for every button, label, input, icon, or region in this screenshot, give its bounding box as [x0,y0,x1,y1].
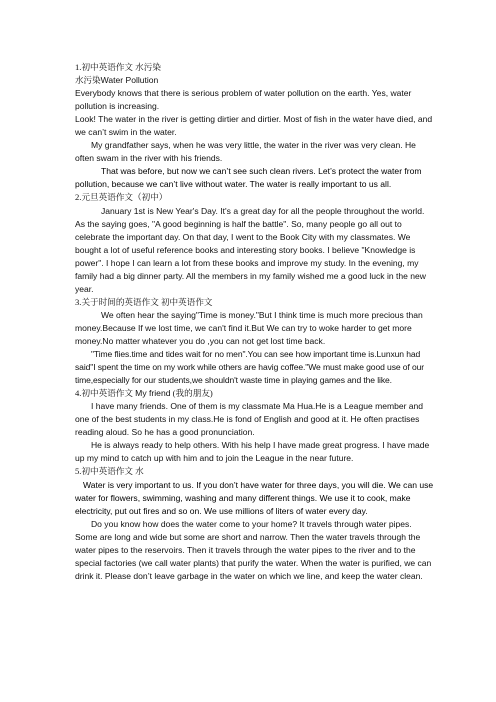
section-my-friend [75,387,436,465]
paragraph: Everybody knows that there is serious problem of water pollution on the earth. Yes, water pollution is increasing. [75,88,412,112]
paragraph: Look! The water in the river is getting dirtier and dirtier. Most of fish in the water have died, and we can’t swim in the water. [75,114,433,138]
paragraph: Water is very important to us. If you don’t have water for three days, you will die. We can use water for flowers, swimming, washing and many different things. We use it to cook, make electricity, put out fires and so on. We use millions of liters of water every day. [75,479,434,516]
section-heading: 3.关于时间的英语作文 初中英语作文 [75,296,213,307]
heading-cn: 4.初中英语作文 [75,388,134,399]
section-time [75,296,436,387]
paragraph: My grandfather says, when he was very little, the water in the river was very clean. He often swam in the river with his friends. [75,140,416,164]
section-new-years-day [75,191,436,295]
paragraph: Do you know how does the water come to your home? It travels through water pipes. Some are long and wide but some are short and narrow. Then the water travels through the water pipes to the reservoirs. Then it travels through the water pipes to the river and to the special factories (we call water plants) that purify the water. When the water is purified, we can drink it. Please don’t leave garbage in the water on which we line, and keep the water clean. [75,518,432,581]
paragraph: January 1st is New Year's Day. It's a great day for all the people throughout the world. As the saying goes, "A good beginning is half the battle". So, many people go all out to celebrate the important day. On that day, I went to the Book City with my classmates. We bought a lot of useful reference books and interesting story books. I believe "Knowledge is power". I hope I can learn a lot from these books and improve my study. In the evening, my family had a big dinner party. All the members in my family wished me a good luck in the new year. [75,205,426,294]
section-water-pollution [75,61,436,191]
heading-en: My friend [135,388,171,399]
subtitle-en: Water Pollution [100,75,159,86]
subtitle-cn: 水污染 [75,75,101,86]
section-heading: 2.元旦英语作文（初中） [75,192,168,203]
section-subtitle [75,74,436,87]
paragraph: He is always ready to help others. With his help I have made great progress. I have made up my mind to catch up with him and to join the League in the near future. [75,440,430,464]
section-heading [75,387,436,400]
paragraph: We often hear the saying"Time is money."But I think time is much more precious than money.Because If we lost time, we can't find it.But We can try to woke harder to get more money.No matter whatever you do ,you can not get lost time back. [75,309,423,346]
section-heading: 5.初中英语作文 水 [75,466,144,477]
section-heading: 1.初中英语作文 水污染 [75,62,161,72]
section-water [75,465,436,582]
heading-tail: (我的朋友) [172,388,213,399]
paragraph: That was before, but now we can’t see such clean rivers. Let’s protect the water from pollution, because we can’t live without water. The water is really important to us all. [75,166,422,190]
paragraph: "Time flies.time and tides wait for no men".You can see how important time is.Lunxun had said"I spent the time on my work while others are havig coffee."We must make good use of our time,especially for our students,we shouldn't waste time in playing games and the like. [75,349,425,386]
paragraph: I have many friends. One of them is my classmate Ma Hua.He is a League member and one of the best students in my class.He is fond of English and good at it. He often practises reading aloud. So he has a good pronunciation. [75,401,424,438]
